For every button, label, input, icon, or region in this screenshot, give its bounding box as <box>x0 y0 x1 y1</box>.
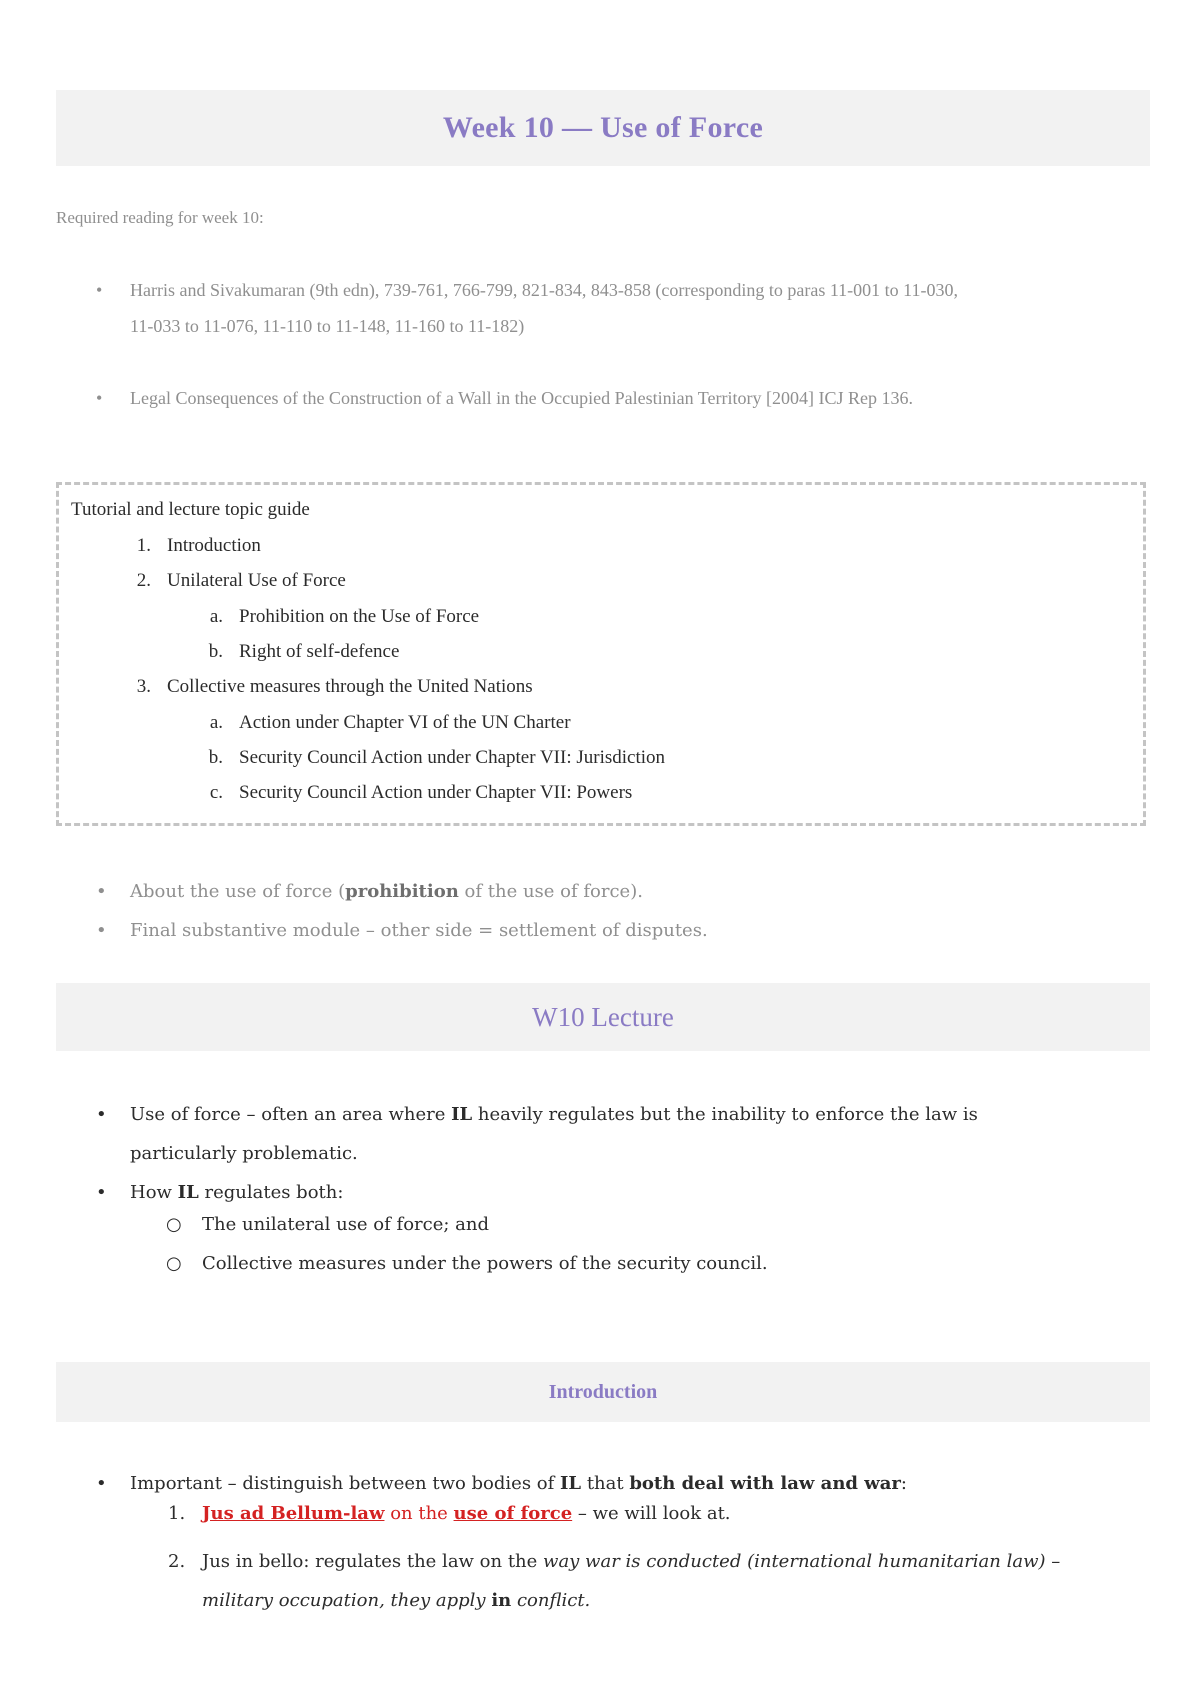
note-text: on the <box>384 1503 454 1524</box>
note-text: How <box>130 1182 178 1203</box>
reading-item-2: Legal Consequences of the Construction of a Wall in the Occupied Palestinian Territory [2004] ICJ Rep 136. <box>130 388 913 408</box>
required-reading-label: Required reading for week 10: <box>56 208 264 227</box>
topic-text: Security Council Action under Chapter VII: Jurisdiction <box>239 747 666 768</box>
topic-guide-box <box>56 482 1146 826</box>
introduction-band <box>56 1362 1150 1422</box>
reading-list <box>56 272 1136 344</box>
bullet-icon: • <box>96 881 107 902</box>
reading-item-1-line2: 11-033 to 11-076, 11-110 to 11-148, 11-160 to 11-182) <box>130 316 525 336</box>
item-number: 1. <box>168 1503 186 1524</box>
topic-item <box>115 570 346 592</box>
note-bold: in <box>491 1590 512 1611</box>
lecture-notes <box>56 1095 1156 1212</box>
sub-list-item <box>166 1214 489 1235</box>
note-text: regulates both: <box>198 1182 344 1203</box>
topic-letter: a. <box>209 606 223 627</box>
note-text: – <box>1045 1551 1061 1572</box>
bullet-icon: • <box>96 280 103 300</box>
bullet-icon: • <box>96 1182 107 1203</box>
topic-subitem <box>187 712 571 734</box>
topic-subitem <box>187 782 632 804</box>
item-number: 2. <box>168 1551 186 1572</box>
circle-bullet-icon: ○ <box>166 1214 182 1235</box>
section-title: Introduction <box>548 1380 658 1403</box>
sub-list-item <box>166 1253 768 1274</box>
topic-letter: b. <box>208 747 223 768</box>
note-text: Collective measures under the powers of the security council. <box>202 1253 768 1274</box>
note-text: About the use of force ( <box>130 881 346 902</box>
note-bold: IL <box>560 1473 582 1494</box>
list-item <box>56 1464 1156 1503</box>
introduction-notes <box>56 1464 1156 1503</box>
note-italic: conflict. <box>511 1590 591 1611</box>
note-text: that <box>581 1473 630 1494</box>
emphasis-term: Jus ad Bellum-law <box>202 1503 385 1524</box>
topic-item <box>115 535 261 557</box>
note-text: – we will look at. <box>572 1503 731 1524</box>
numbered-item <box>168 1503 731 1524</box>
list-item <box>56 1173 1156 1212</box>
note-text: Final substantive module – other side = settlement of disputes. <box>130 920 708 941</box>
list-item <box>56 272 1136 344</box>
topic-letter: a. <box>209 712 223 733</box>
note-italic: military occupation, they apply <box>202 1590 492 1611</box>
note-text: Important – distinguish between two bodies of <box>130 1473 561 1494</box>
note-text: heavily regulates but the inability to enforce the law is <box>472 1104 978 1125</box>
note-text: of the use of force). <box>458 881 643 902</box>
topic-text: Action under Chapter VI of the UN Charter <box>239 712 571 733</box>
topic-text: Prohibition on the Use of Force <box>239 606 480 627</box>
circle-bullet-icon: ○ <box>166 1253 182 1274</box>
section-title: W10 Lecture <box>532 1001 674 1032</box>
topic-number: 2. <box>136 570 151 591</box>
topic-text: Right of self-defence <box>239 641 400 662</box>
reading-list-2 <box>56 380 1136 416</box>
topic-text: Unilateral Use of Force <box>167 570 346 591</box>
note-text: particularly problematic. <box>130 1143 358 1164</box>
bullet-icon: • <box>96 1104 107 1125</box>
topic-guide-title: Tutorial and lecture topic guide <box>71 499 310 520</box>
topic-text: Introduction <box>167 535 261 556</box>
page-title: Week 10 — Use of Force <box>442 111 764 144</box>
bullet-icon: • <box>96 1473 107 1494</box>
lecture-band <box>56 983 1150 1051</box>
list-item <box>56 380 1136 416</box>
bullet-icon: • <box>96 388 103 408</box>
topic-text: Collective measures through the United Nations <box>167 676 533 697</box>
topic-letter: b. <box>208 641 223 662</box>
topic-text: Security Council Action under Chapter VII: Powers <box>239 782 633 803</box>
list-item <box>56 1095 1156 1173</box>
note-bold: IL <box>451 1104 473 1125</box>
numbered-item <box>168 1542 1060 1620</box>
title-band <box>56 90 1150 166</box>
note-bold: both deal with law and war <box>629 1473 901 1494</box>
overview-notes <box>56 872 1156 950</box>
note-text: The unilateral use of force; and <box>202 1214 489 1235</box>
topic-subitem <box>187 747 665 769</box>
note-bold: IL <box>177 1182 199 1203</box>
list-item <box>56 911 1156 950</box>
note-text: : <box>900 1473 907 1494</box>
topic-item <box>115 676 533 698</box>
emphasis-term: use of force <box>453 1503 573 1524</box>
list-item <box>56 872 1156 911</box>
reading-item-1-line1: Harris and Sivakumaran (9th edn), 739-761, 766-799, 821-834, 843-858 (corresponding to paras 11-001 to 11-030, <box>130 280 958 300</box>
note-bold: prohibition <box>345 881 459 902</box>
topic-letter: c. <box>209 782 223 803</box>
note-italic: way war is conducted (international humanitarian law) <box>543 1551 1046 1572</box>
note-text: Use of force – often an area where <box>130 1104 452 1125</box>
note-text: Jus in bello: regulates the law on the <box>202 1551 544 1572</box>
topic-subitem <box>187 641 399 663</box>
topic-subitem <box>187 606 479 628</box>
bullet-icon: • <box>96 920 107 941</box>
topic-number: 3. <box>136 676 151 697</box>
topic-number: 1. <box>136 535 151 556</box>
